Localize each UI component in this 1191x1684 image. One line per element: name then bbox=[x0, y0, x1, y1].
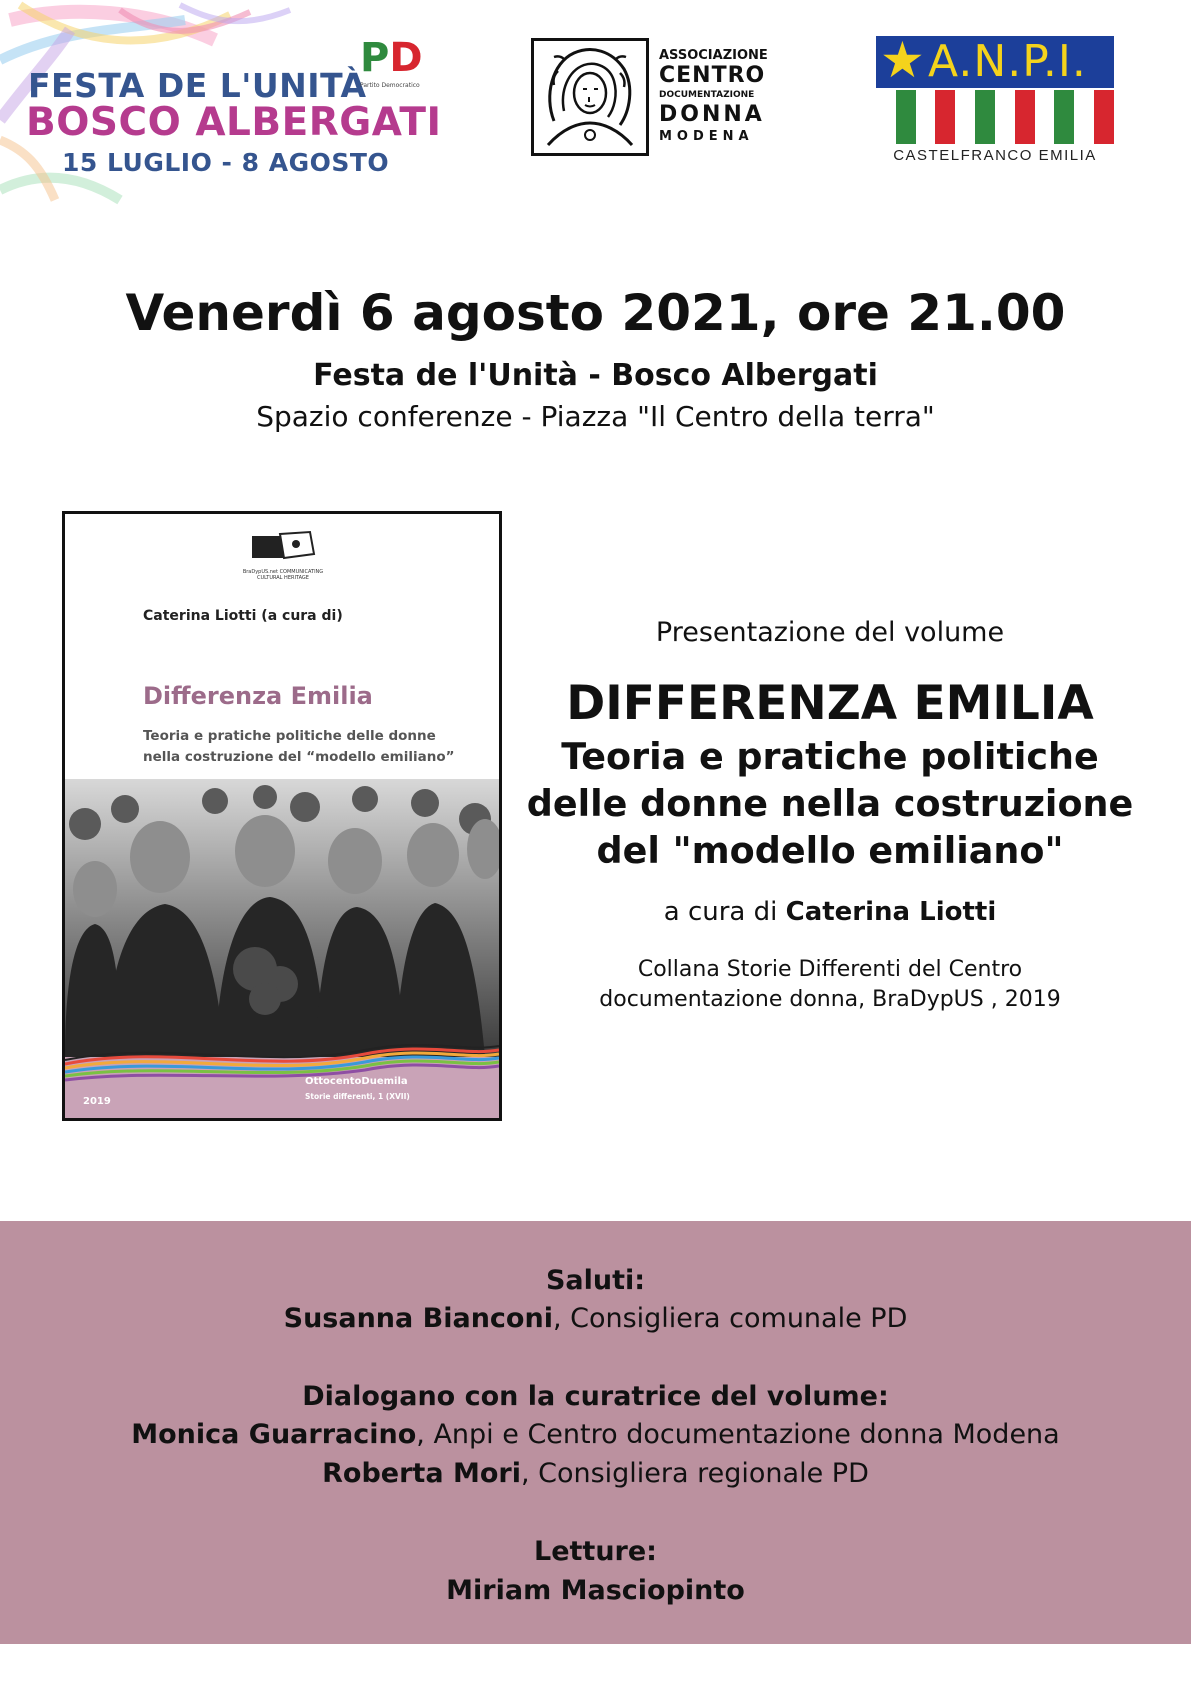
anpi-logo bbox=[876, 31, 1114, 168]
book-subtitle-line: del "modello emiliano" bbox=[596, 829, 1064, 872]
speaker-line bbox=[0, 1417, 1191, 1453]
star-icon: ★ bbox=[880, 31, 925, 89]
event-place: Festa de l'Unità - Bosco Albergati bbox=[313, 358, 878, 393]
pd-caption: Partito Democratico bbox=[360, 82, 420, 89]
dialogue-heading: Dialogano con la curatrice del volume: bbox=[302, 1381, 889, 1412]
book-subtitle bbox=[525, 733, 1135, 874]
cover-series-sub: Storie differenti, 1 (XVII) bbox=[305, 1092, 410, 1101]
greetings-heading: Saluti: bbox=[545, 1265, 646, 1296]
bradypus-logo-icon bbox=[250, 528, 316, 568]
festa-location: BOSCO ALBERGATI bbox=[26, 100, 442, 145]
readings-heading: Letture: bbox=[534, 1536, 657, 1567]
cdd-line-associazione: ASSOCIAZIONE bbox=[659, 48, 768, 63]
speaker-name: Roberta Mori bbox=[322, 1458, 521, 1489]
festa-unita-logo bbox=[0, 0, 470, 215]
cdd-line-documentazione: DOCUMENTAZIONE bbox=[659, 90, 755, 100]
cover-author: Caterina Liotti (a cura di) bbox=[143, 608, 343, 624]
program-panel bbox=[0, 1221, 1191, 1644]
festa-dates: 15 LUGLIO - 8 AGOSTO bbox=[62, 148, 390, 177]
cdd-line-modena: MODENA bbox=[659, 129, 754, 144]
book-series-info bbox=[525, 955, 1135, 1015]
cdd-line-donna: DONNA bbox=[659, 102, 765, 127]
anpi-name: A.N.P.I. bbox=[928, 36, 1087, 87]
series-line: documentazione donna, BraDypUS , 2019 bbox=[599, 987, 1061, 1012]
woman-portrait-emblem bbox=[531, 38, 649, 156]
pd-party-logo bbox=[360, 36, 432, 94]
festa-title: FESTA DE L'UNITÀ bbox=[28, 66, 367, 105]
pd-letters: PD bbox=[360, 35, 423, 81]
speaker-line bbox=[0, 1301, 1191, 1337]
book-subtitle-line: delle donne nella costruzione bbox=[526, 782, 1134, 825]
speaker-name: Monica Guarracino bbox=[131, 1419, 417, 1450]
reader-name: Miriam Masciopinto bbox=[446, 1575, 745, 1606]
women-crowd-photo bbox=[65, 779, 499, 1057]
centro-documentazione-donna-logo bbox=[531, 38, 786, 158]
book-title: DIFFERENZA EMILIA bbox=[566, 676, 1094, 731]
book-subtitle-line: Teoria e pratiche politiche bbox=[561, 735, 1099, 778]
italian-flag-stripes bbox=[876, 90, 1114, 144]
cover-subtitle: Teoria e pratiche politiche delle donne nella costruzione del “modello emiliano” bbox=[143, 728, 455, 765]
presentation-intro: Presentazione del volume bbox=[655, 617, 1005, 648]
cover-year: 2019 bbox=[83, 1096, 111, 1107]
editor-name: Caterina Liotti bbox=[785, 897, 997, 927]
speaker-role: , Consigliera regionale PD bbox=[520, 1458, 869, 1489]
woman-portrait-icon bbox=[534, 41, 646, 153]
editor-prefix: a cura di bbox=[663, 897, 786, 927]
event-room: Spazio conferenze - Piazza "Il Centro della terra" bbox=[256, 400, 935, 433]
event-date-heading: Venerdì 6 agosto 2021, ore 21.00 bbox=[125, 284, 1066, 342]
speaker-name: Susanna Bianconi bbox=[283, 1303, 553, 1334]
speaker-role: , Consigliera comunale PD bbox=[552, 1303, 908, 1334]
speaker-role: , Anpi e Centro documentazione donna Modena bbox=[416, 1419, 1060, 1450]
cover-series: OttocentoDuemila bbox=[305, 1076, 408, 1087]
speaker-line bbox=[0, 1456, 1191, 1492]
publisher-text: BraDypUS.net COMMUNICATING CULTURAL HERITAGE bbox=[242, 569, 324, 581]
series-line: Collana Storie Differenti del Centro bbox=[637, 957, 1023, 982]
colored-wave-lines bbox=[65, 1034, 499, 1084]
cover-title: Differenza Emilia bbox=[143, 682, 373, 710]
cdd-line-centro: CENTRO bbox=[659, 63, 766, 88]
book-editor bbox=[525, 895, 1135, 929]
book-cover bbox=[62, 511, 502, 1121]
anpi-city: CASTELFRANCO EMILIA bbox=[893, 147, 1097, 164]
